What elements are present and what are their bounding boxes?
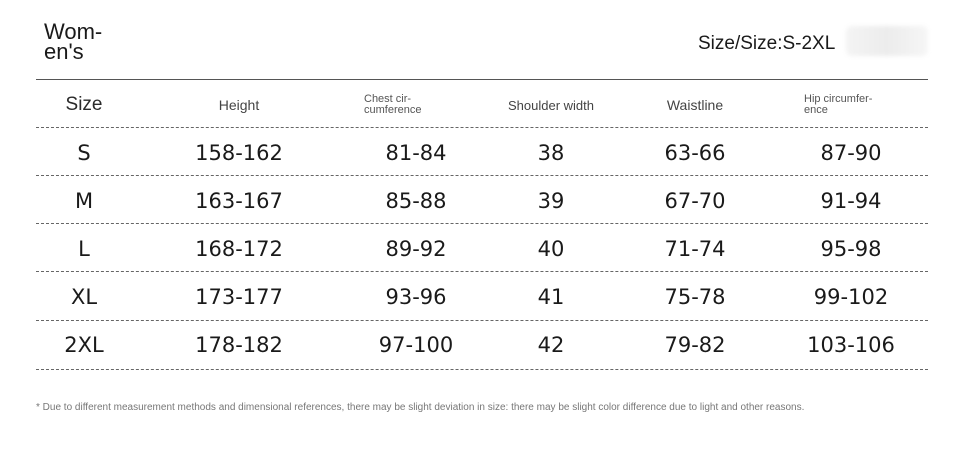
header-hip-line1: Hip circumfer- [804, 93, 873, 105]
cell-size: S [77, 141, 91, 165]
cell-height: 163-167 [195, 189, 283, 213]
cell-shoulder: 40 [537, 237, 565, 261]
cell-waist: 67-70 [664, 189, 726, 213]
cell-chest: 85-88 [385, 189, 447, 213]
cell-chest: 97-100 [378, 333, 454, 357]
cell-height: 173-177 [195, 285, 283, 309]
header-hip-line2: ence [804, 104, 828, 116]
header-shoulder: Shoulder width [508, 97, 594, 113]
table-row [36, 274, 928, 320]
cell-shoulder: 42 [537, 333, 565, 357]
cell-chest: 93-96 [385, 285, 447, 309]
cell-hip: 103-106 [807, 333, 895, 357]
cell-waist: 79-82 [664, 333, 726, 357]
cell-shoulder: 38 [537, 141, 565, 165]
blurred-logo [846, 26, 928, 56]
table-header-row [36, 84, 928, 126]
cell-height: 178-182 [195, 333, 283, 357]
table-row [36, 130, 928, 176]
cell-waist: 63-66 [664, 141, 726, 165]
row-divider [36, 271, 928, 272]
cell-hip: 95-98 [820, 237, 882, 261]
header-height: Height [218, 97, 260, 113]
header-hip [774, 94, 928, 116]
size-range-label: Size/Size:S-2XL [698, 33, 836, 54]
cell-hip: 91-94 [820, 189, 882, 213]
cell-size: L [78, 237, 90, 261]
table-row [36, 178, 928, 224]
cell-waist: 71-74 [664, 237, 726, 261]
header-chest-line1: Chest cir- [364, 93, 412, 105]
table-row [36, 226, 928, 272]
cell-height: 158-162 [195, 141, 283, 165]
page-title: Wom- en's [44, 19, 103, 64]
header-chest-line2: cumference [364, 104, 422, 116]
table-row [36, 322, 928, 368]
cell-size: XL [70, 285, 98, 309]
cell-hip: 99-102 [813, 285, 889, 309]
header-size: Size [65, 94, 103, 115]
cell-chest: 81-84 [385, 141, 447, 165]
cell-size: 2XL [64, 333, 104, 357]
row-divider [36, 127, 928, 128]
row-divider [36, 223, 928, 224]
table-top-rule [36, 79, 928, 80]
row-divider [36, 320, 928, 321]
cell-size: M [74, 189, 94, 213]
cell-height: 168-172 [195, 237, 283, 261]
header-waist: Waistline [666, 97, 724, 113]
row-divider [36, 369, 928, 370]
row-divider [36, 175, 928, 176]
cell-waist: 75-78 [664, 285, 726, 309]
cell-shoulder: 41 [537, 285, 565, 309]
footnote: * Due to different measurement methods and dimensional references, there may be slight deviation in size: there may be slight color difference due to light and other reasons. [36, 402, 805, 413]
header-chest [346, 94, 486, 116]
cell-hip: 87-90 [820, 141, 882, 165]
cell-chest: 89-92 [385, 237, 447, 261]
cell-shoulder: 39 [537, 189, 565, 213]
